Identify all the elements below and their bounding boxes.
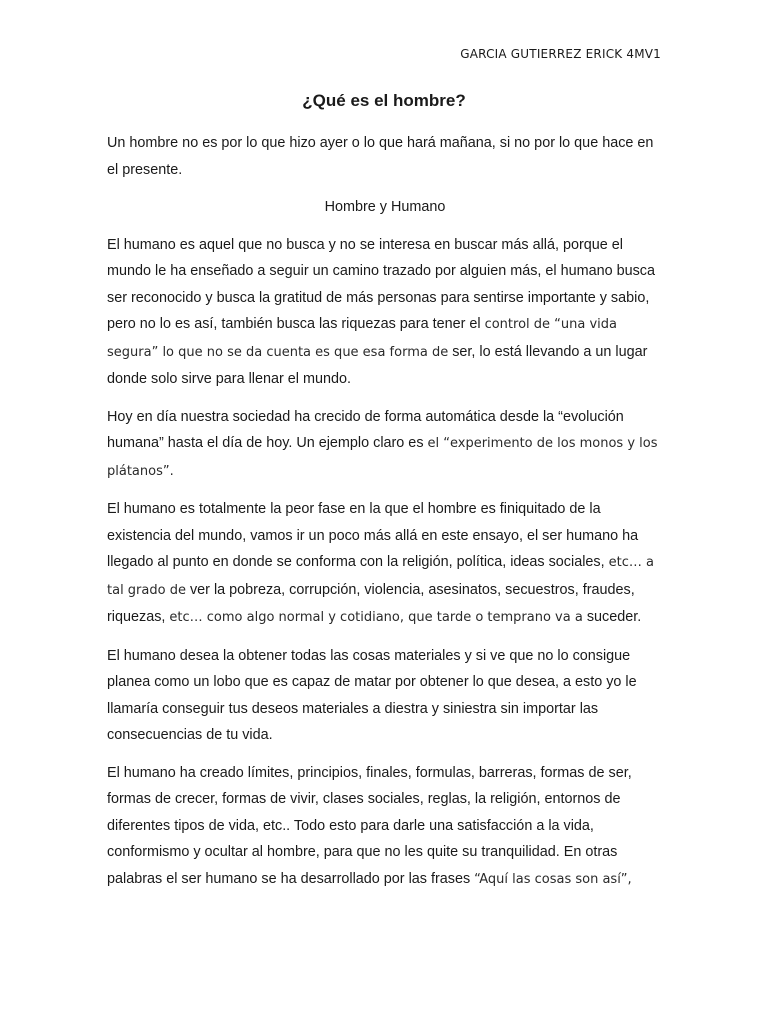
section-subtitle: Hombre y Humano bbox=[324, 199, 446, 215]
paragraph-5-part-a: El humano ha creado límites, principios, finales, formulas, barreras, formas de ser, formas de crecer, formas de vivir, clases sociales, reglas, la religión, entornos de diferentes tipos de vida, etc.. Todo esto para darle una satisfacción a la vida, conformismo y ocultar al hombre, para que no les quite su tranquilidad. En otras palabras el ser humano se ha desarrollado por las frases bbox=[107, 764, 632, 887]
paragraph-3-part-b: etc… a tal grado de bbox=[107, 555, 654, 598]
paragraph-1-part-a: El humano es aquel que no busca y no se interesa en buscar más allá, porque el mundo le ha enseñado a seguir un camino trazado por alguien más, el humano busca ser reconocido y busca la gratitud de más personas para sentirse importante y sabio, pero no lo es así, también busca las riquezas para tener el bbox=[107, 236, 655, 332]
paragraph-5-part-b: “Aquí las cosas son así”, bbox=[474, 871, 632, 887]
paragraph-1-part-b: control de “una vida segura” lo que no se da cuenta es que esa forma de bbox=[107, 317, 617, 360]
paragraph-1-part-c: ser, lo está llevando a un lugar donde solo sirve para llenar el mundo. bbox=[107, 343, 648, 387]
author-header: GARCIA GUTIERREZ ERICK 4MV1 bbox=[460, 47, 661, 61]
paragraph-3-part-d: etc… como algo normal y cotidiano, que tarde o temprano va a bbox=[169, 610, 583, 625]
document-body bbox=[107, 130, 663, 904]
paragraph-5 bbox=[107, 760, 663, 894]
page-title: ¿Qué es el hombre? bbox=[302, 91, 466, 110]
paragraph-1 bbox=[107, 232, 663, 393]
intro-paragraph: Un hombre no es por lo que hizo ayer o lo que hará mañana, si no por lo que hace en el presente. bbox=[107, 135, 654, 178]
paragraph-2-part-b: el “experimento de los monos y los plátanos”. bbox=[107, 436, 658, 479]
paragraph-3-part-a: El humano es totalmente la peor fase en la que el hombre es finiquitado de la existencia del mundo, vamos ir un poco más allá en este ensayo, el ser humano ha llegado al punto en donde se conforma con la religión, política, ideas sociales, bbox=[107, 501, 639, 570]
paragraph-3 bbox=[107, 496, 663, 632]
paragraph-3-part-c: ver la pobreza, corrupción, violencia, asesinatos, secuestros, fraudes, riquezas, bbox=[107, 581, 635, 625]
paragraph-3-part-e: suceder. bbox=[582, 609, 642, 625]
paragraph-2-part-a: Hoy en día nuestra sociedad ha crecido de forma automática desde la “evolución humana” hasta el día de hoy. Un ejemplo claro es bbox=[107, 408, 624, 451]
paragraph-2 bbox=[107, 404, 663, 486]
paragraph-4: El humano desea la obtener todas las cosas materiales y si ve que no lo consigue planea como un lobo que es capaz de matar por obtener lo que desea, a esto yo le llamaría conseguir tus deseos materiales a diestra y siniestra sin importar las consecuencias de tu vida. bbox=[107, 647, 637, 743]
